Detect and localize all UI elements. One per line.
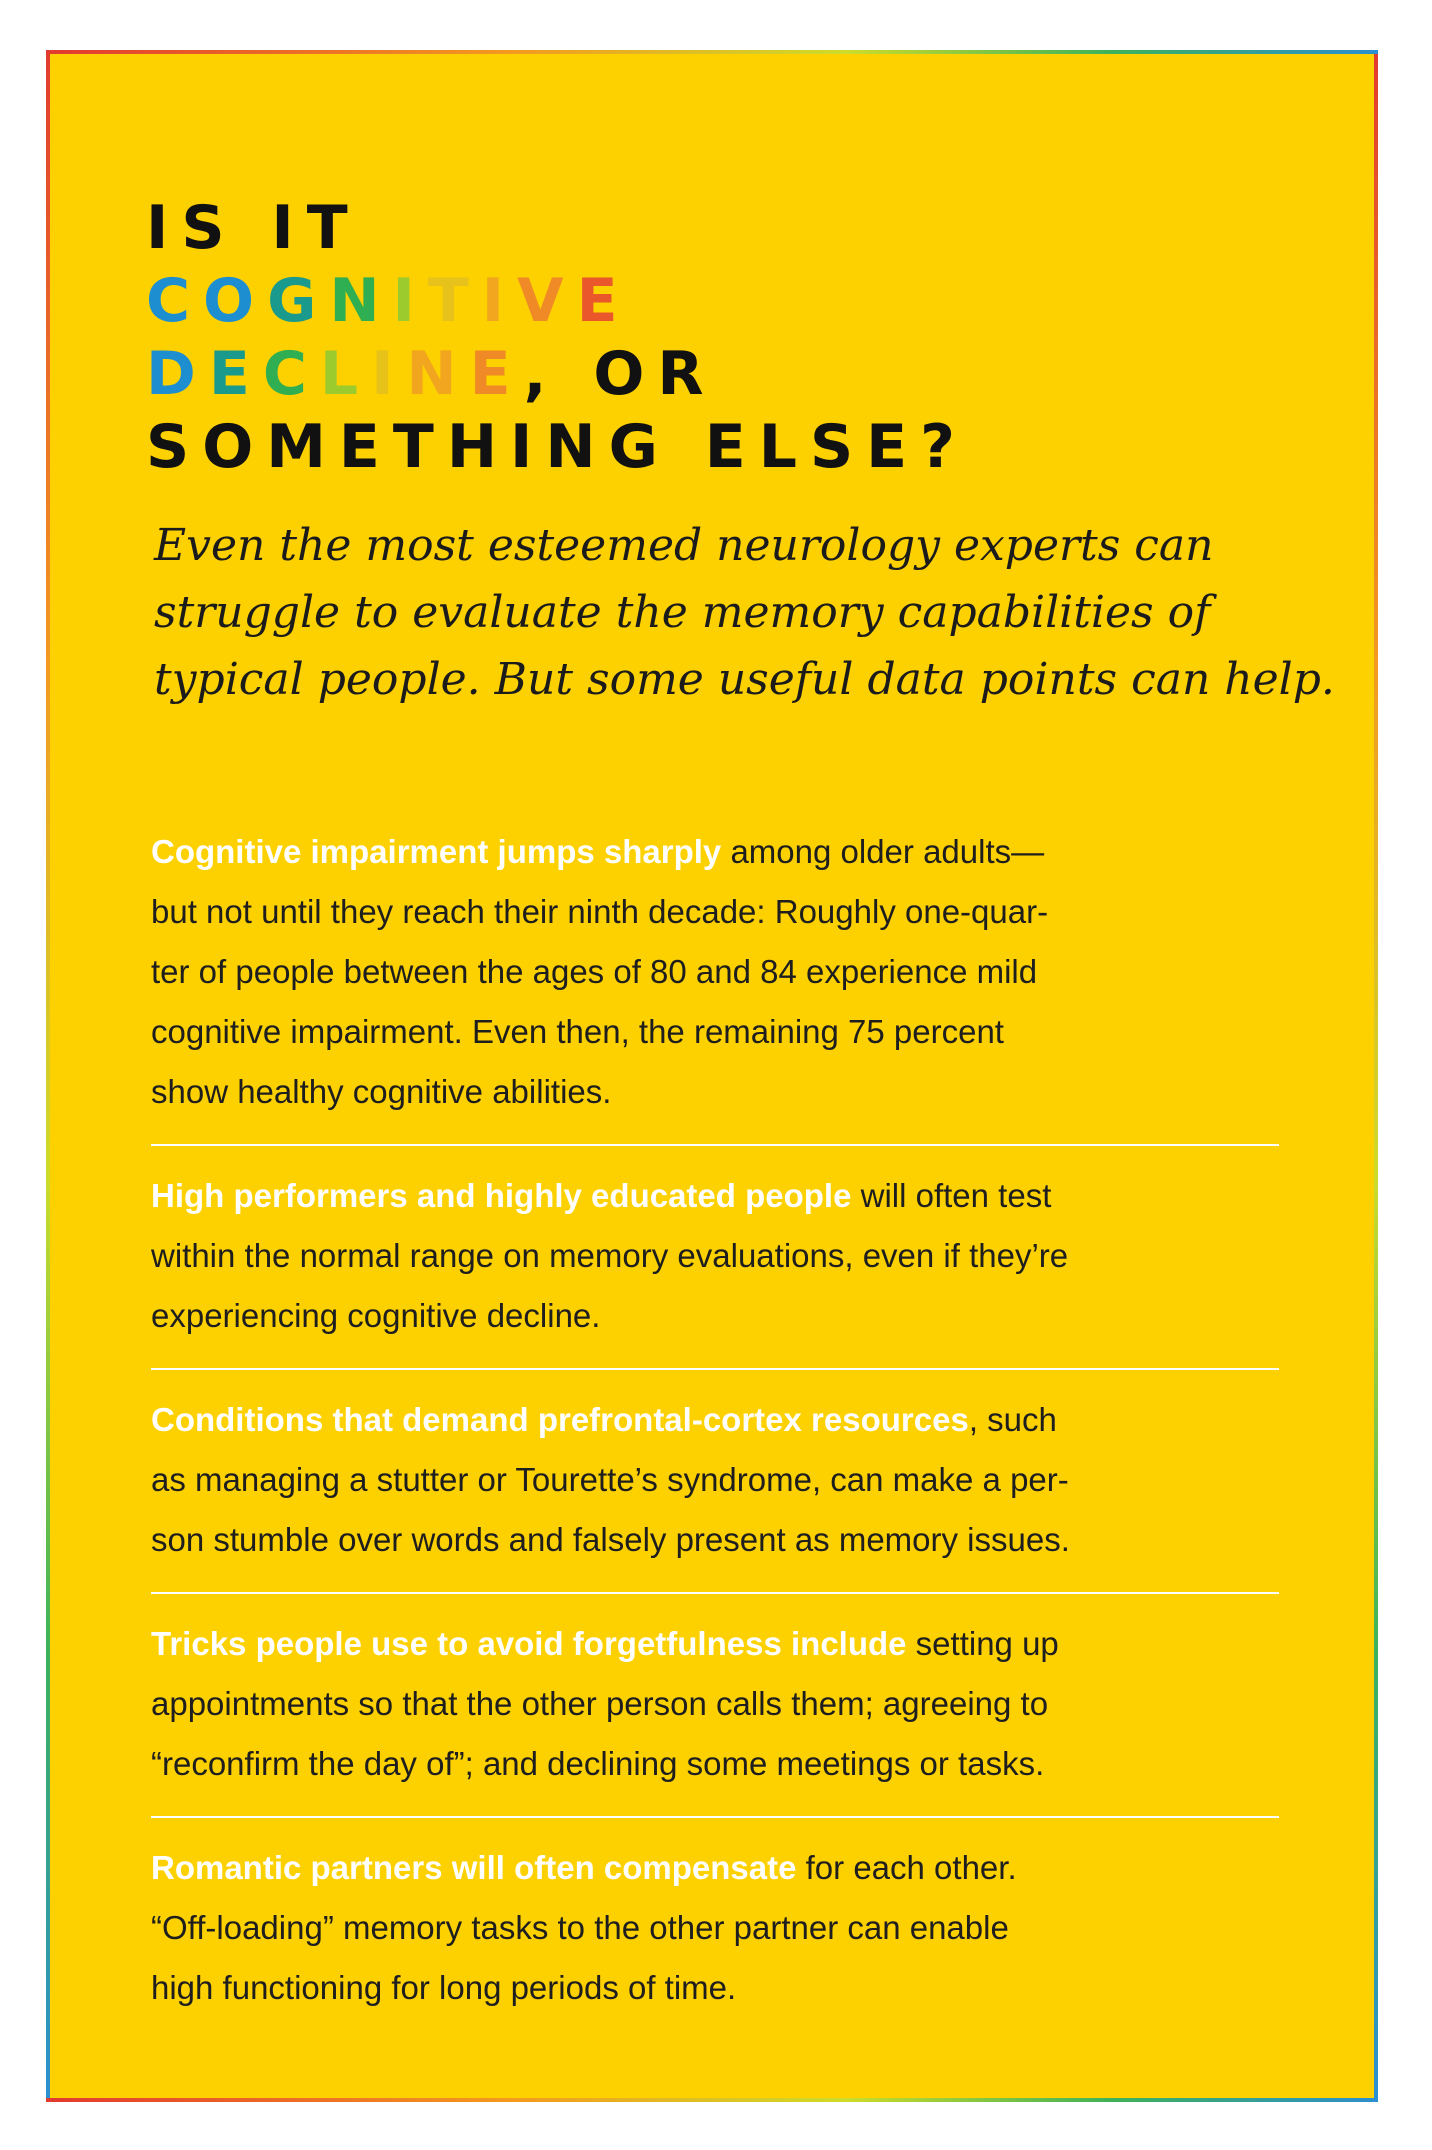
data-point-first-line xyxy=(151,1614,1279,1674)
headline-line-1: IS IT xyxy=(146,193,361,263)
data-point-first-line xyxy=(151,1166,1279,1226)
data-point-line: within the normal range on memory evaluations, even if they’re xyxy=(151,1237,1069,1274)
data-point-text: , such xyxy=(968,1401,1057,1438)
dek-line: Even the most esteemed neurology experts can xyxy=(154,520,1214,571)
headline-letter: I xyxy=(392,266,428,336)
data-point-line: show healthy cognitive abilities. xyxy=(151,1073,612,1110)
headline-letter: D xyxy=(146,339,209,409)
headline xyxy=(146,192,968,484)
data-point-first-line xyxy=(151,822,1279,882)
data-points-list xyxy=(151,822,1279,2018)
data-point-text: will often test xyxy=(851,1177,1052,1214)
headline-letter: O xyxy=(203,266,268,336)
data-point-lead: Cognitive impairment jumps sharply xyxy=(151,833,722,870)
data-point-line: “reconfirm the day of”; and declining some meetings or tasks. xyxy=(151,1745,1045,1782)
headline-letter: C xyxy=(262,339,320,409)
data-point-line: as managing a stutter or Tourette’s syndrome, can make a per- xyxy=(151,1461,1069,1498)
data-point-line: son stumble over words and falsely present as memory issues. xyxy=(151,1521,1070,1558)
headline-letter: G xyxy=(267,266,330,336)
headline-letter: T xyxy=(427,266,482,336)
divider xyxy=(151,1816,1279,1818)
headline-letter: E xyxy=(208,339,263,409)
data-point-lead: Tricks people use to avoid forgetfulness include xyxy=(151,1625,907,1662)
dek-line: typical people. But some useful data points can help. xyxy=(154,654,1335,705)
headline-letter: E xyxy=(576,266,631,336)
divider xyxy=(151,1144,1279,1146)
sidebar-panel xyxy=(50,54,1374,2098)
data-point-2 xyxy=(151,1166,1279,1346)
headline-line-2 xyxy=(146,265,968,338)
headline-letter: N xyxy=(406,339,470,409)
headline-letter: E xyxy=(469,339,524,409)
frame-bottom-edge xyxy=(46,2098,1378,2102)
dek-line: struggle to evaluate the memory capabilities of xyxy=(154,587,1211,638)
headline-line-3 xyxy=(146,338,968,411)
headline-line-4: SOMETHING ELSE? xyxy=(146,412,968,482)
headline-letter: C xyxy=(146,266,204,336)
data-point-line: high functioning for long periods of time. xyxy=(151,1969,737,2006)
headline-letter: I xyxy=(371,339,407,409)
data-point-5 xyxy=(151,1838,1279,2018)
data-point-line: appointments so that the other person calls them; agreeing to xyxy=(151,1685,1049,1722)
headline-letter: V xyxy=(517,266,577,336)
data-point-text: setting up xyxy=(906,1625,1059,1662)
data-point-line: experiencing cognitive decline. xyxy=(151,1297,601,1334)
frame-top-edge xyxy=(46,50,1378,54)
rainbow-frame xyxy=(46,50,1378,2102)
data-point-first-line xyxy=(151,1390,1279,1450)
dek xyxy=(154,512,1354,713)
headline-letter: N xyxy=(329,266,393,336)
data-point-first-line xyxy=(151,1838,1279,1898)
headline-letter: I xyxy=(481,266,518,336)
data-point-lead: Romantic partners will often compensate xyxy=(151,1849,797,1886)
data-point-text: for each other. xyxy=(796,1849,1017,1886)
data-point-3 xyxy=(151,1390,1279,1570)
data-point-lead: Conditions that demand prefrontal-cortex resources xyxy=(151,1401,969,1438)
headline-line-3-suffix: , OR xyxy=(523,339,717,409)
headline-letter: L xyxy=(319,339,372,409)
data-point-text: among older adults— xyxy=(721,833,1045,870)
divider xyxy=(151,1592,1279,1594)
data-point-line: but not until they reach their ninth decade: Roughly one-quar- xyxy=(151,893,1049,930)
divider xyxy=(151,1368,1279,1370)
data-point-line: cognitive impairment. Even then, the remaining 75 percent xyxy=(151,1013,1004,1050)
data-point-line: ter of people between the ages of 80 and 84 experience mild xyxy=(151,953,1038,990)
data-point-1 xyxy=(151,822,1279,1122)
data-point-line: “Off-loading” memory tasks to the other partner can enable xyxy=(151,1909,1009,1946)
data-point-lead: High performers and highly educated people xyxy=(151,1177,852,1214)
data-point-4 xyxy=(151,1614,1279,1794)
